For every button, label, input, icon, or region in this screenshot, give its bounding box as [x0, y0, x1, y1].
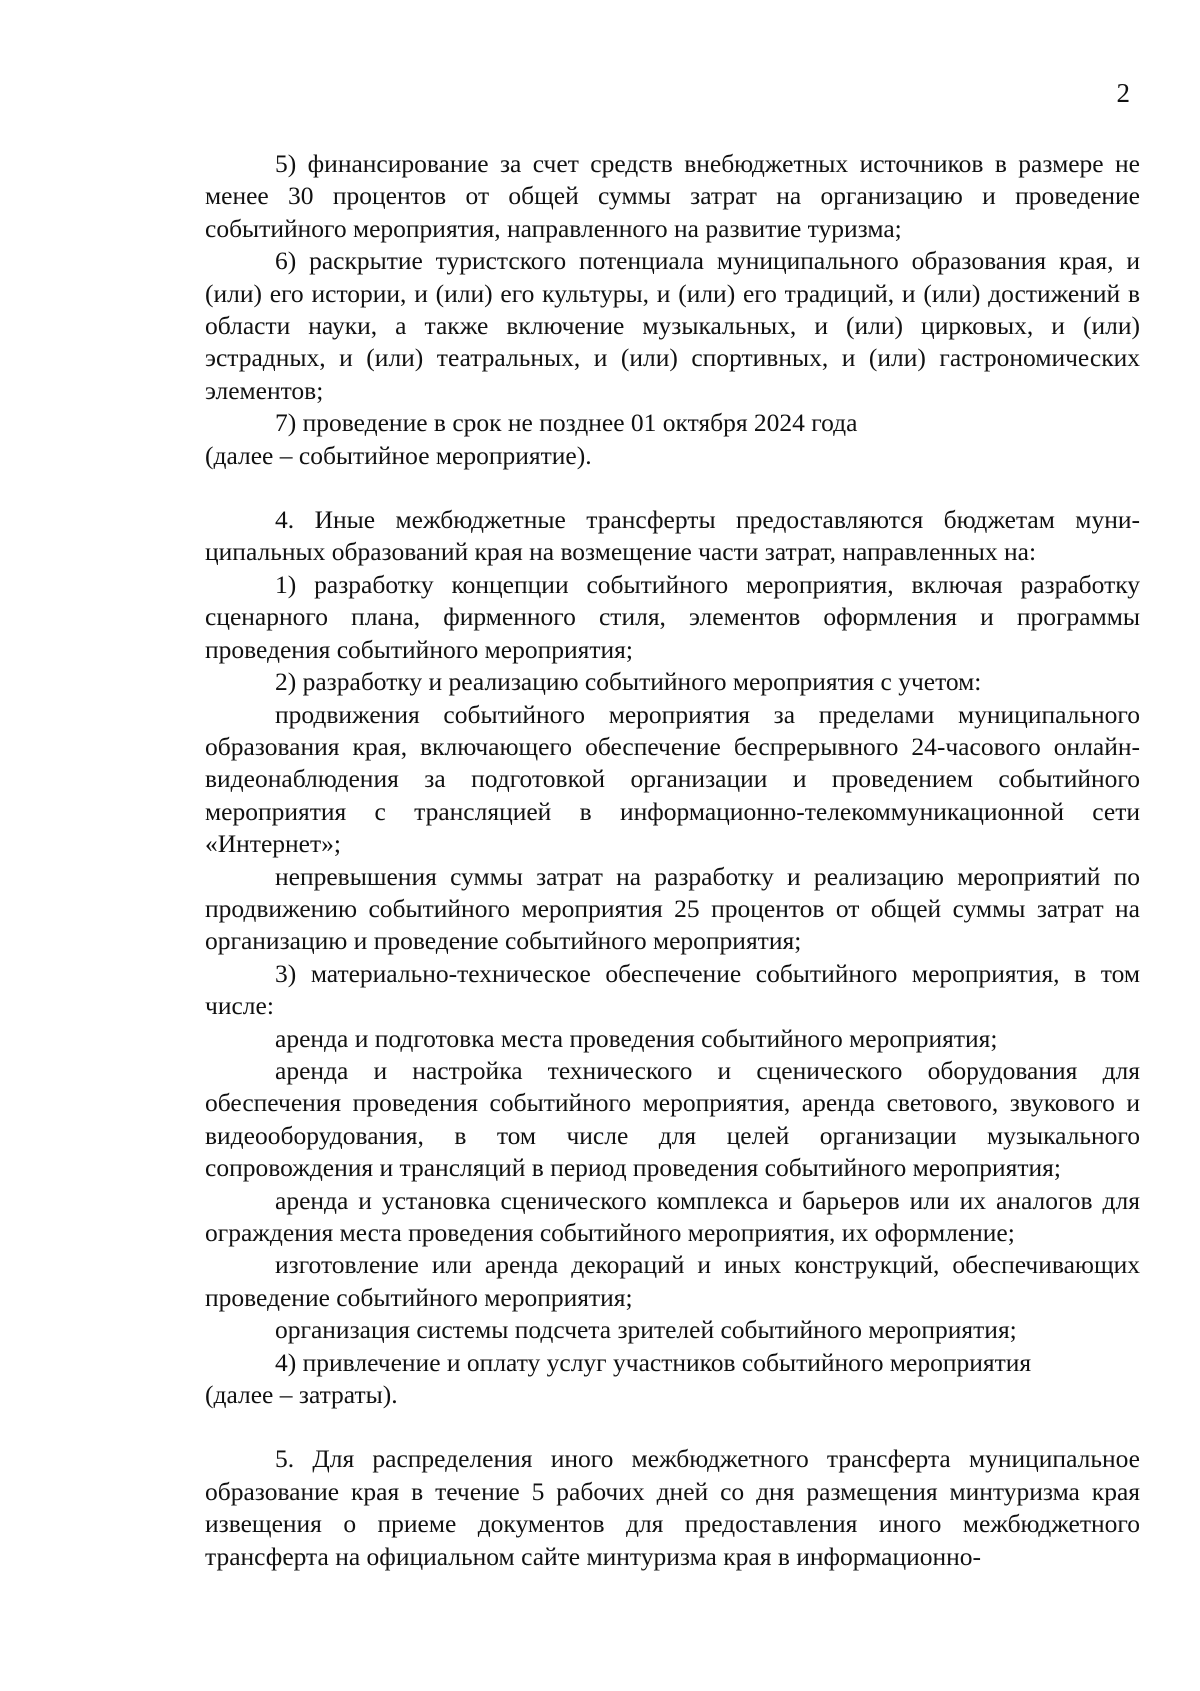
- paragraph-item-7-deadline: 7) проведение в срок не позднее 01 октября 2024 года: [275, 408, 858, 438]
- paragraph-item-4-participants: 4) привлечение и оплату услуг участников событийного мероприятия: [275, 1347, 1032, 1377]
- section-gap: [205, 472, 1140, 504]
- paragraph-item-5-funding: 5) финансирование за счет средств внебюджетных источников в размере не менее 30 процентов от общей суммы затрат на организацию и проведение событийного мероприятия, направленного на развитие туризма;: [205, 149, 1140, 243]
- paragraph-venue-rent: аренда и подготовка места проведения событийного мероприятия;: [275, 1023, 998, 1053]
- paragraph-section-5-distribution: 5. Для распределения иного межбюджетного трансферта муниципальное образование края в течение 5 рабочих дней со дня размещения минтуризма края извещения о приеме документов для предоставления иного межбюджетного трансферта на официальном сайте минтуризма края в информационно-: [205, 1444, 1140, 1571]
- paragraph-promotion: продвижения событийного мероприятия за пределами муниципального образования края, включающего обеспечение беспрерывного 24-часового онлайн-видеонаблюдения за подготовкой организации и проведением событийного мероприятия с трансляцией в информационно-телекоммуникационной сети «Интернет»;: [205, 699, 1140, 859]
- page-number: 2: [1116, 78, 1130, 108]
- paragraph-event-definition: (далее – событийное мероприятие).: [205, 440, 592, 470]
- section-gap: [205, 1411, 1140, 1443]
- paragraph-decorations: изготовление или аренда декораций и иных конструкций, обеспечивающих проведение событийного мероприятия;: [205, 1250, 1140, 1312]
- paragraph-item-6-tourism-potential: 6) раскрытие туристского потенциала муниципального образования края, и (или) его истории, и (или) его культуры, и (или) его традиций, и (или) достижений в области науки, а также включение музыкальных, и (или) цирковых, и (или) эстрадных, и (или) театральных, и (или) спортивных, и (или) гастрономических элементов;: [205, 246, 1140, 405]
- paragraph-item-2-implementation: 2) разработку и реализацию событийного мероприятия с учетом:: [275, 667, 982, 697]
- paragraph-costs-definition: (далее – затраты).: [205, 1380, 398, 1410]
- document-body: [205, 148, 1140, 1573]
- paragraph-cost-limit: непревышения суммы затрат на разработку и реализацию мероприятий по продвижению событийного мероприятия 25 процентов от общей суммы затрат на организацию и проведение событийного мероприятия;: [205, 861, 1140, 956]
- paragraph-section-4-intro: 4. Иные межбюджетные трансферты предоставляются бюджетам муниципальных образований края на возмещение части затрат, направленных на:: [205, 505, 1140, 567]
- paragraph-item-1-concept: 1) разработку концепции событийного мероприятия, включая разработку сценарного плана, фирменного стиля, элементов оформления и программы проведения событийного мероприятия;: [205, 569, 1140, 664]
- paragraph-equipment-rent: аренда и настройка технического и сценического оборудования для обеспечения проведения событийного мероприятия, аренда светового, звукового и видеооборудования, в том числе для целей организации музыкального сопровождения и трансляций в период проведения событийного мероприятия;: [205, 1055, 1140, 1183]
- paragraph-stage-barriers: аренда и установка сценического комплекса и барьеров или их аналогов для ограждения места проведения событийного мероприятия, их оформление;: [205, 1185, 1140, 1247]
- paragraph-item-3-logistics: 3) материально-техническое обеспечение событийного мероприятия, в том числе:: [205, 958, 1140, 1021]
- paragraph-spectator-count: организация системы подсчета зрителей событийного мероприятия;: [275, 1315, 1017, 1345]
